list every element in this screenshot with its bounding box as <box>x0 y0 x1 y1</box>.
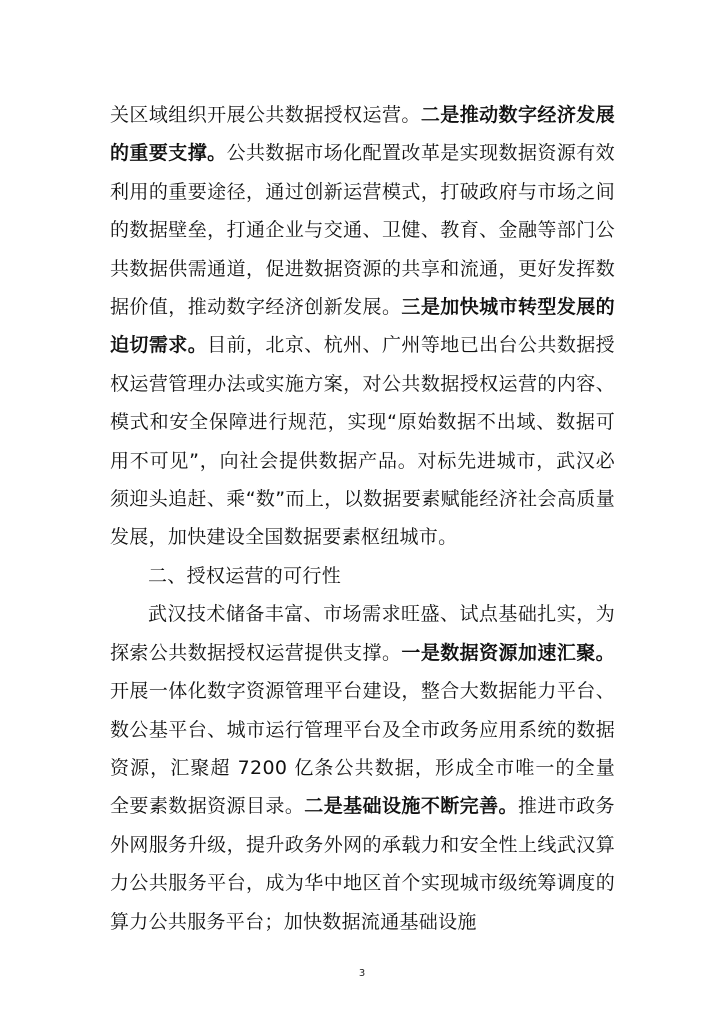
bold-heading-segment: 二是基础设施不断完善。 <box>304 795 518 818</box>
paragraph-1 <box>110 96 615 557</box>
document-body <box>110 96 615 941</box>
paragraph-2 <box>110 595 615 941</box>
text-segment: 目前，北京、杭州、广州等地已出台公共数据授权运营管理办法或实施方案，对公共数据授权运营的内容、模式和安全保障进行规范，实现“原始数据不出域、数据可用不可见”，向社会提供数据产品。对标先进城市，武汉必须迎头追赶、乘“数”而上，以数据要素赋能经济社会高质量发展，加快建设全国数据要素枢纽城市。 <box>110 334 615 549</box>
section-heading <box>110 557 615 595</box>
page-number: 3 <box>358 968 366 979</box>
text-segment: 武汉技术储备丰富、市场需求旺盛、试点基础扎实，为探索公共数据授权运营提供支撑。 <box>110 603 615 664</box>
bold-heading-segment: 二是推动数字经济发展的重要支撑。 <box>110 104 615 165</box>
bold-heading-segment: 一是数据资源加速汇聚。 <box>401 641 615 664</box>
text-segment: 开展一体化数字资源管理平台建设，整合大数据能力平台、数公基平台、城市运行管理平台及全市政务应用系统的数据资源，汇聚超 7200 亿条公共数据，形成全市唯一的全量全要素数据资源目录。 <box>110 680 615 818</box>
bold-heading-segment: 三是加快城市转型发展的迫切需求。 <box>110 296 615 357</box>
text-segment: 关区域组织开展公共数据授权运营。 <box>110 104 421 126</box>
section-heading-text: 二、授权运营的可行性 <box>148 564 342 587</box>
text-segment: 公共数据市场化配置改革是实现数据资源有效利用的重要途径，通过创新运营模式，打破政府与市场之间的数据壁垒，打通企业与交通、卫健、教育、金融等部门公共数据供需通道，促进数据资源的共享和流通，更好发挥数据价值，推动数字经济创新发展。 <box>110 142 615 319</box>
text-segment: 推进市政务外网服务升级，提升政务外网的承载力和安全性上线武汉算力公共服务平台，成为华中地区首个实现城市级统筹调度的算力公共服务平台；加快数据流通基础设施 <box>110 795 615 933</box>
